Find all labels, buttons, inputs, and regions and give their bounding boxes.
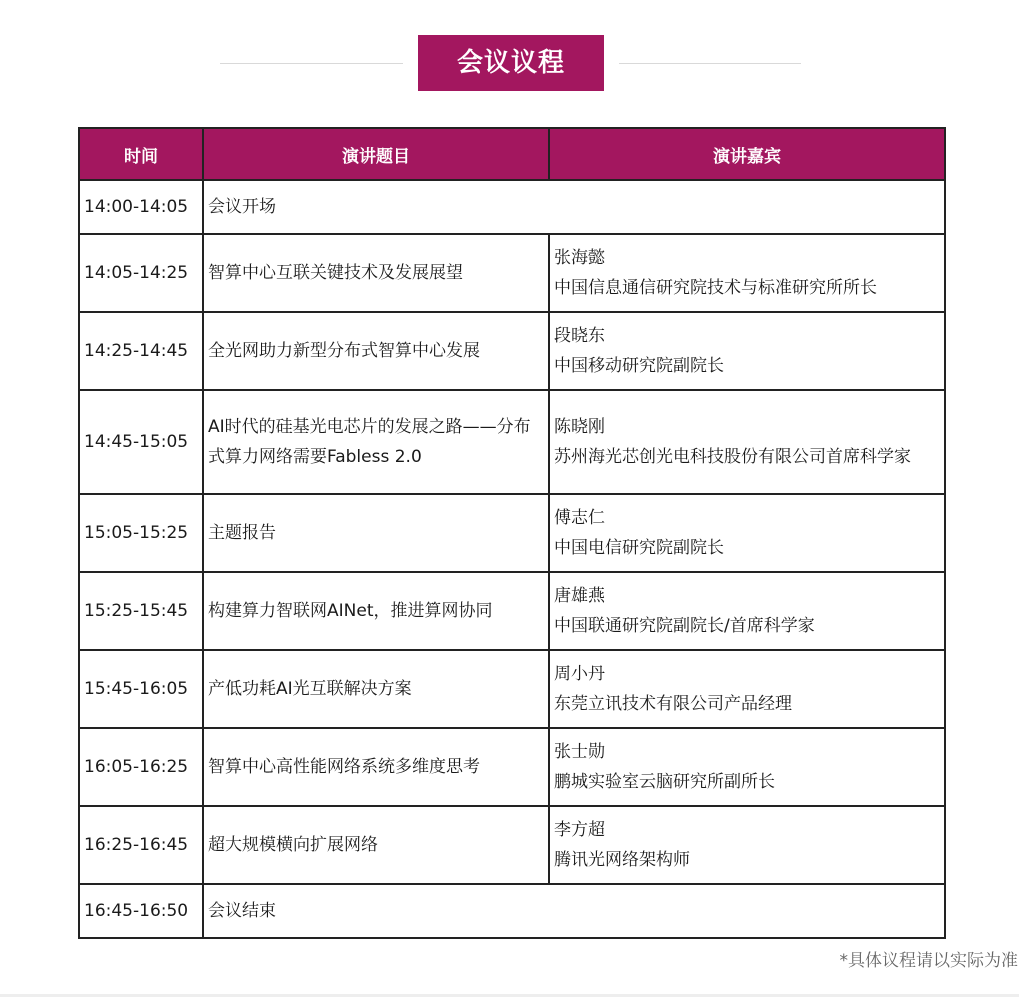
speaker-name: 李方超 (554, 820, 605, 840)
table-row (79, 728, 945, 806)
table-row (79, 390, 945, 494)
speaker-cell (549, 806, 945, 884)
time-cell: 16:25-16:45 (79, 806, 203, 884)
speaker-title: 苏州海光芯创光电科技股份有限公司首席科学家 (554, 447, 911, 467)
table-row (79, 234, 945, 312)
speaker-title: 中国电信研究院副院长 (554, 538, 724, 558)
speaker-cell (549, 494, 945, 572)
title-divider-right (619, 63, 801, 64)
speaker-title: 鹏城实验室云脑研究所副所长 (554, 772, 775, 792)
bottom-divider (0, 994, 1019, 997)
topic-cell: 产低功耗AI光互联解决方案 (203, 650, 549, 728)
speaker-title: 中国联通研究院副院长/首席科学家 (554, 616, 815, 636)
speaker-cell (549, 728, 945, 806)
speaker-name: 陈晓刚 (554, 417, 605, 437)
speaker-cell (549, 312, 945, 390)
column-header-topic: 演讲题目 (203, 128, 549, 180)
table-row (79, 312, 945, 390)
time-cell: 15:05-15:25 (79, 494, 203, 572)
time-cell: 15:25-15:45 (79, 572, 203, 650)
table-row (79, 650, 945, 728)
speaker-name: 唐雄燕 (554, 586, 605, 606)
table-row (79, 572, 945, 650)
disclaimer-note: *具体议程请以实际为准 (839, 951, 1018, 971)
speaker-cell (549, 234, 945, 312)
topic-cell: 会议开场 (203, 180, 945, 234)
agenda-table (78, 127, 946, 939)
column-header-time: 时间 (79, 128, 203, 180)
table-row (79, 494, 945, 572)
speaker-cell (549, 390, 945, 494)
time-cell: 16:45-16:50 (79, 884, 203, 938)
title-banner (0, 35, 1019, 91)
topic-cell: 超大规模横向扩展网络 (203, 806, 549, 884)
speaker-title: 中国信息通信研究院技术与标准研究所所长 (554, 278, 877, 298)
speaker-cell (549, 572, 945, 650)
topic-cell: 构建算力智联网AINet，推进算网协同 (203, 572, 549, 650)
topic-cell: 全光网助力新型分布式智算中心发展 (203, 312, 549, 390)
topic-cell: 智算中心互联关键技术及发展展望 (203, 234, 549, 312)
speaker-name: 傅志仁 (554, 508, 605, 528)
topic-cell: AI时代的硅基光电芯片的发展之路——分布式算力网络需要Fabless 2.0 (203, 390, 549, 494)
table-row (79, 884, 945, 938)
page-title: 会议议程 (418, 35, 604, 91)
time-cell: 14:05-14:25 (79, 234, 203, 312)
speaker-name: 段晓东 (554, 326, 605, 346)
time-cell: 14:25-14:45 (79, 312, 203, 390)
topic-cell: 主题报告 (203, 494, 549, 572)
column-header-speaker: 演讲嘉宾 (549, 128, 945, 180)
speaker-title: 腾讯光网络架构师 (554, 850, 690, 870)
topic-cell: 智算中心高性能网络系统多维度思考 (203, 728, 549, 806)
time-cell: 16:05-16:25 (79, 728, 203, 806)
title-divider-left (220, 63, 403, 64)
time-cell: 14:00-14:05 (79, 180, 203, 234)
speaker-name: 周小丹 (554, 664, 605, 684)
speaker-title: 中国移动研究院副院长 (554, 356, 724, 376)
speaker-name: 张士勋 (554, 742, 605, 762)
time-cell: 14:45-15:05 (79, 390, 203, 494)
time-cell: 15:45-16:05 (79, 650, 203, 728)
speaker-cell (549, 650, 945, 728)
speaker-name: 张海懿 (554, 248, 605, 268)
topic-cell: 会议结束 (203, 884, 945, 938)
agenda-header-row (79, 128, 945, 180)
speaker-title: 东莞立讯技术有限公司产品经理 (554, 694, 792, 714)
table-row (79, 180, 945, 234)
table-row (79, 806, 945, 884)
